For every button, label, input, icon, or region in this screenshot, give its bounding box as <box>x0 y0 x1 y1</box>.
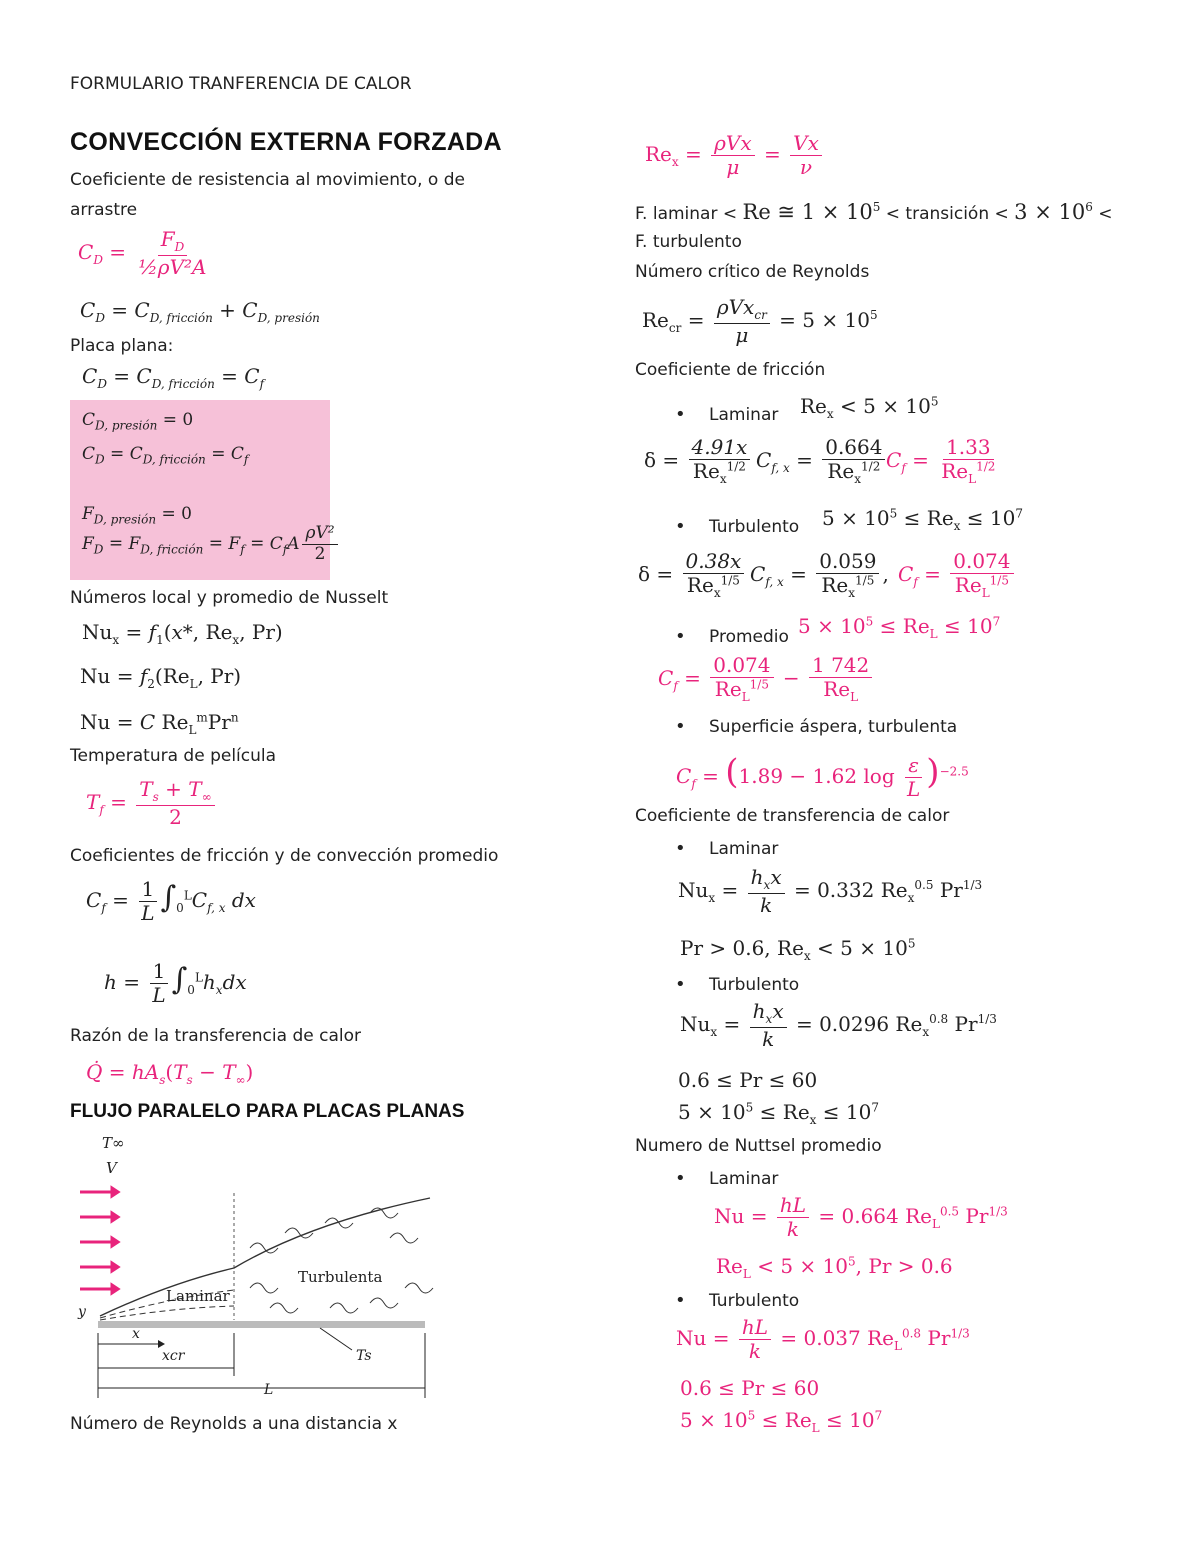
turbulent-local-friction-formula: $C_{f, x}$ = $\frac{0.059}{Re_x^{1/5}}$ , <box>750 549 889 600</box>
x-label: x <box>132 1326 140 1342</box>
boundary-layer-diagram <box>70 1128 450 1408</box>
bullet-turbulent: • Turbulento <box>635 516 799 537</box>
laminar-htc-conditions: Pr > 0.6, $Re_x < 5 \times 10^5$ <box>680 936 916 963</box>
nusselt-label: Números local y promedio de Nusselt <box>70 588 389 608</box>
flow-arrows <box>80 1188 118 1293</box>
laminar-range: $Re_x < 5 \times 10^5$ <box>800 394 939 421</box>
drag-coefficient-label-cont: arrastre <box>70 200 138 220</box>
turbulent-local-nusselt-formula: $Nu_x$ = $\frac{h_xx}{k}$ = 0.0296 $Re_x^{0.8}$ $Pr^{1/3}$ <box>680 999 997 1051</box>
bullet-turbulent-avg: • Turbulento <box>635 1290 799 1311</box>
turbulent-pr-range: 0.6 ≤ Pr ≤ 60 <box>678 1068 818 1092</box>
bullet-turbulent-htc: • Turbulento <box>635 974 799 995</box>
bullet-laminar-htc: • Laminar <box>635 838 778 859</box>
laminar-region-label: Laminar <box>166 1287 230 1305</box>
turbulent-flow-label: F. turbulento <box>635 232 742 252</box>
nusselt-local-formula: $Nu_x = f_1(x*$, $Re_x$, Pr) <box>82 620 283 647</box>
rough-friction-formula: $C_f = (1.89 - 1.62$ log $\frac{\varepsilon}{L}$ )$^{-2.5}$ <box>676 752 969 801</box>
turbulent-eddies <box>250 1208 433 1313</box>
bullet-laminar-avg: • Laminar <box>635 1168 778 1189</box>
length-label: L <box>264 1382 274 1398</box>
laminar-thickness-formula: δ = $\frac{4.91x}{Re_x^{1/2}}$ <box>644 436 753 487</box>
nusselt-avg-formula: $Nu = f_2(Re_L$, Pr) <box>80 664 242 691</box>
drag-coefficient-label: Coeficiente de resistencia al movimiento, o de <box>70 170 465 190</box>
friction-drag-eq: $C_D = C_{D, fricción} = C_f$ <box>82 444 249 467</box>
film-temp-formula: $T_f$ = $\frac{T_s + T_\infty}{2}$ <box>86 778 218 829</box>
turbulent-re-range: $5 \times 10^5 \le Re_x \le 10^7$ <box>678 1100 880 1127</box>
turbulent-avg-re-range: $5 \times 10^5 \le Re_L \le 10^7$ <box>680 1408 883 1435</box>
surface-temp-label: Ts <box>356 1348 372 1364</box>
section-title-parallel-flow: FLUJO PARALELO PARA PLACAS PLANAS <box>70 1101 465 1122</box>
combined-friction-formula: $C_f$ = $\frac{0.074}{Re_L^{1/5}}$ − $\frac{1 742}{Re_L}$ <box>658 654 875 705</box>
laminar-avg-friction-formula: $C_f$ = $\frac{1.33}{Re_L^{1/2}}$ <box>886 435 996 486</box>
laminar-local-friction-formula: $C_{f, x}$ = $\frac{0.664}{Re_x^{1/2}}$ <box>756 436 888 487</box>
turbulent-avg-pr-range: 0.6 ≤ Pr ≤ 60 <box>680 1376 820 1400</box>
avg-nusselt-label: Numero de Nuttsel promedio <box>635 1136 882 1156</box>
heat-rate-label: Razón de la transferencia de calor <box>70 1026 361 1046</box>
y-axis-label: y <box>78 1304 86 1320</box>
bullet-laminar: • Laminar <box>635 404 778 425</box>
average-range: $5 \times 10^5 \le Re_L \le 10^7$ <box>798 614 1001 641</box>
free-stream-temp-label: T∞ <box>102 1134 125 1152</box>
flat-plate-label: Placa plana: <box>70 336 174 356</box>
section-title-external-convection: CONVECCIÓN EXTERNA FORZADA <box>70 128 502 156</box>
friction-force-eq: $F_D = F_{D, fricción} = F_f = C_fA$ $\frac{\text{ρV²}}{2}$ <box>82 524 341 564</box>
page-header: FORMULARIO TRANFERENCIA DE CALOR <box>70 74 412 94</box>
heat-rate-formula: Q̇ = $hA_s(T_s - T_\infty)$ <box>86 1060 254 1087</box>
turbulent-thickness-formula: δ = $\frac{0.38x}{Re_x^{1/5}}$ <box>638 550 747 601</box>
pressure-force-zero: $F_{D, presión} = 0$ <box>82 504 192 527</box>
bullet-average: • Promedio <box>635 626 789 647</box>
turbulent-region-label: Turbulenta <box>298 1268 383 1286</box>
laminar-avg-nusselt-formula: Nu = $\frac{hL}{k}$ = 0.664 $Re_L^{0.5}$ $Pr^{1/3}$ <box>714 1193 1008 1241</box>
avg-friction-formula: $C_f$ = $\frac{1}{L}$ $\int_0^LC_{f, x}$ dx <box>86 877 256 925</box>
laminar-avg-conditions: $Re_L < 5 \times 10^5$, Pr > 0.6 <box>716 1254 953 1281</box>
avg-htc-formula: h = $\frac{1}{L}$ $\int_0^Lh_xdx$ <box>104 959 247 1007</box>
critical-reynolds-formula: $Re_{cr}$ = $\frac{\rho Vx_{cr}}{\mu}$ = $5 \times 10^5$ <box>642 295 878 347</box>
pressure-drag-zero: $C_{D, presión} = 0$ <box>82 410 194 433</box>
critical-reynolds-label: Número crítico de Reynolds <box>635 262 870 282</box>
avg-coefficients-label: Coeficientes de fricción y de convección promedio <box>70 846 499 866</box>
nusselt-power-formula: Nu = C $Re_L^mPr^n$ <box>80 710 239 737</box>
turbulent-avg-friction-formula: $C_f$ = $\frac{0.074}{Re_L^{1/5}}$ <box>898 550 1017 601</box>
turbulent-avg-nusselt-formula: Nu = $\frac{hL}{k}$ = 0.037 $Re_L^{0.8}$ $Pr^{1/3}$ <box>676 1315 970 1363</box>
boundary-layer-edge <box>100 1198 430 1316</box>
drag-sum-formula: $C_D = C_{D, fricción} + C_{D, presión}$ <box>80 298 320 325</box>
friction-coefficient-label: Coeficiente de fricción <box>635 360 826 380</box>
flat-plate <box>98 1321 425 1328</box>
bullet-rough: • Superficie áspera, turbulenta <box>635 716 957 737</box>
turbulent-range: $5 \times 10^5 \le Re_x \le 10^7$ <box>822 506 1024 533</box>
reynolds-local-formula: $Re_x$ = $\frac{\text{ρVx}}{\mu}$ = $\frac{Vx}{\nu}$ <box>645 132 825 179</box>
critical-x-label: xcr <box>162 1348 185 1364</box>
velocity-label: V <box>106 1159 117 1177</box>
reynolds-x-label: Número de Reynolds a una distancia x <box>70 1414 398 1434</box>
laminar-local-nusselt-formula: $Nu_x$ = $\frac{h_xx}{k}$ = 0.332 $Re_x^{0.5}$ $Pr^{1/3}$ <box>678 865 983 917</box>
flow-regime-line: F. laminar < Re ≅ $1 \times 10^5$ < transición < $3 \times 10^6$ < <box>635 200 1113 224</box>
drag-coefficient-formula: $C_D$ = $\frac{F_D}{\text{½ρV²A}}$ <box>78 227 207 279</box>
htc-label: Coeficiente de transferencia de calor <box>635 806 950 826</box>
flat-plate-drag-formula: $C_D = C_{D, fricción} = C_f$ <box>82 364 265 391</box>
film-temp-label: Temperatura de película <box>70 746 277 766</box>
